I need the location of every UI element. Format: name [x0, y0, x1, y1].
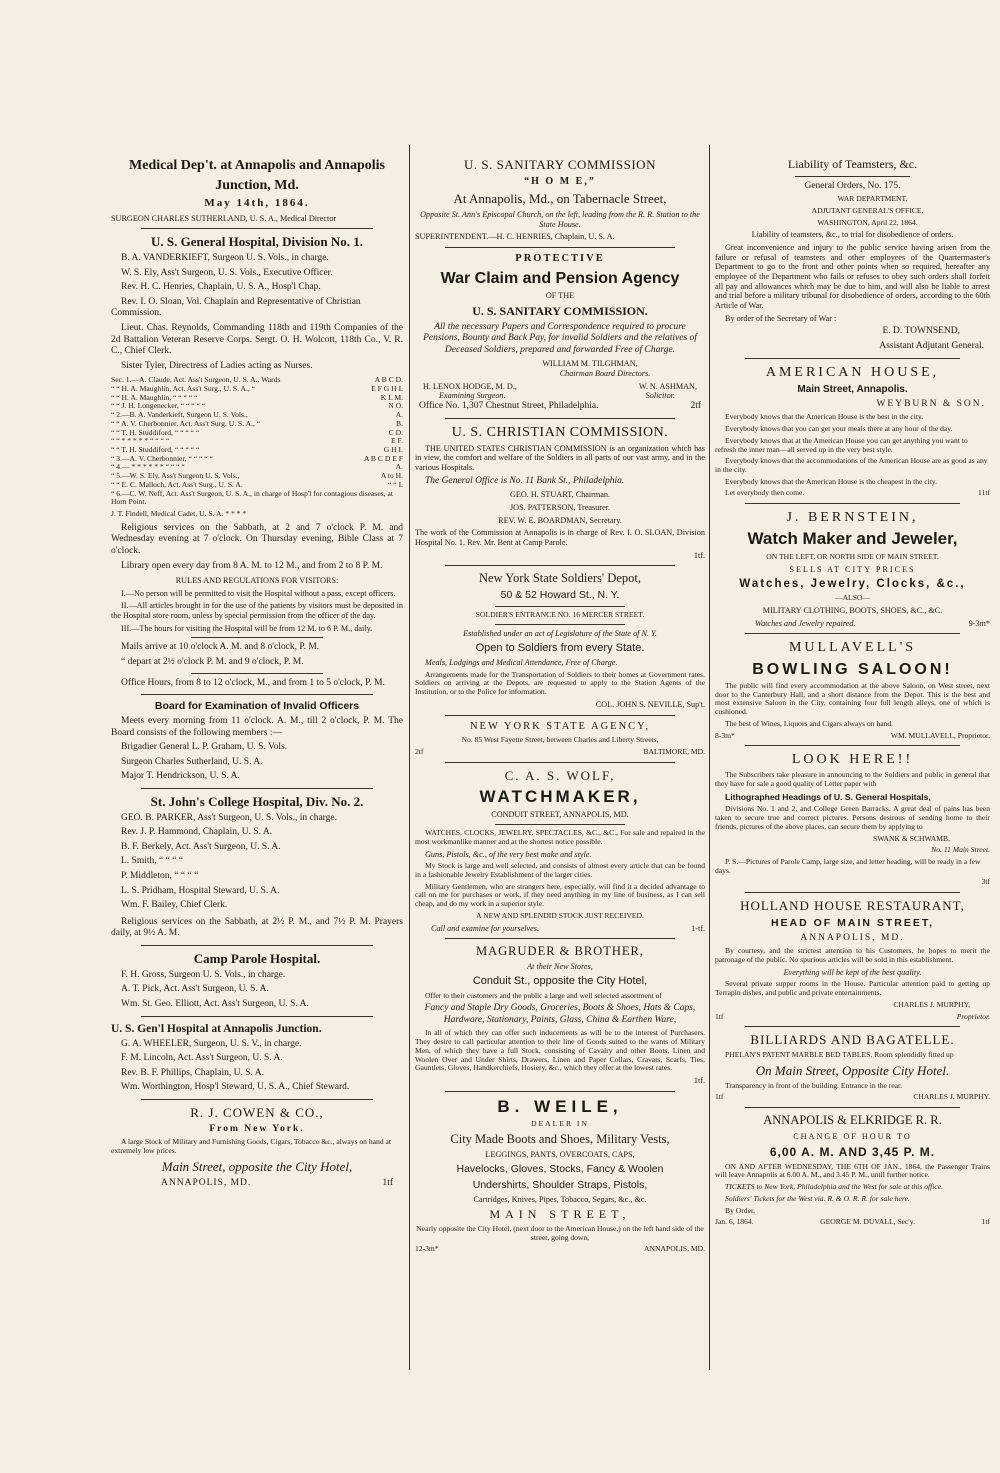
ward-row: “ “ H. A. Maughlin, Act. Ass't Surg., U. S. A., “ E F G H I.	[111, 384, 403, 394]
wolf-text: Military Gentlemen, who are strangers here, especially, will find it a decided advantage to call on me for purchases or work, if they need anything in my line of business, as I can sell cheap, and do my work in a superior style.	[415, 881, 705, 909]
ny-agency-city: BALTIMORE, MD.	[643, 747, 705, 757]
teamsters-role: Assistant Adjutant General.	[879, 340, 984, 351]
teamsters-wash: WASHINGTON, April 22, 1864.	[817, 217, 918, 227]
mullavell-sub: BOWLING SALOON!	[752, 660, 953, 678]
bernstein-military: MILITARY CLOTHING, BOOTS, SHOES, &C., &C.	[762, 606, 943, 616]
sanitary-title: U. S. SANITARY COMMISSION	[464, 157, 656, 172]
services-text: Religious services on the Sabbath, at 2 and 7 o'clock P. M. and Wednesday evening at 7 o'clock. On Thursday evening, Bible Class at 7 o'clock.	[111, 522, 403, 556]
ny-depot-sign: COL. JOHN S. NEVILLE, Sup't.	[595, 699, 705, 709]
weile-street: MAIN STREET,	[489, 1207, 631, 1222]
ward-row: “ “ H. A. Maughlin, “ “ “ “ “ K L M.	[111, 392, 403, 402]
tilghman-role: Chairman Board Directors.	[559, 368, 651, 378]
staff-line: F. M. Lincoln, Act. Ass't Surgeon, U. S. A.	[121, 1053, 283, 1064]
camp-parole-notice	[111, 951, 403, 1011]
staff-line: GEO. B. PARKER, Ass't Surgeon, U. S. Vols., in charge.	[121, 812, 338, 823]
rule-item: I.—No person will be permitted to visit the Hospital without a pass, except officers.	[121, 588, 396, 598]
cadet-line: J. T. Findell, Medical Cadet, U. S. A. * * * *	[111, 509, 247, 519]
christian-title: U. S. CHRISTIAN COMMISSION.	[451, 424, 669, 440]
magruder-text: In all of which they can offer such inducements as will be to the interest of Purchasers. They desire to call particular attention to their line of Goods suited to the wants of Military Men, of which they have a full Stock, consisting of Cavalry and other Boots, Linen and Woolen Over and Under Shirts, Drawers, Linen and Paper Collars, Cravats, Scarfs, Ties, Gauntlets, Gloves, Handkerchiefs, Hosiery, &c., which they offer at the lowest rates.	[415, 1028, 705, 1073]
newspaper-page	[103, 145, 992, 1370]
column-rule	[709, 145, 710, 1370]
weile-name: B. WEILE,	[497, 1096, 623, 1116]
staff-line: L. Smith, “ “ “ “	[121, 856, 183, 867]
look-here-sign: SWANK & SCHWAMB,	[872, 833, 950, 843]
library-text: Library open every day from 8 A. M. to 12 M., and from 2 to 8 P. M.	[121, 560, 383, 571]
ward-row: “ 2.—B. A. Vanderkieft, Surgeon U. S. Vols., A.	[111, 410, 403, 420]
railroad-date: Jan. 6, 1864.	[715, 1217, 754, 1227]
weile-line: City Made Boots and Shoes, Military Vests,	[450, 1132, 670, 1147]
staff-line: Wm. F. Bailey, Chief Clerk.	[121, 900, 228, 911]
teamsters-orders: General Orders, No. 175.	[804, 180, 901, 191]
board-member: Brigadier General L. P. Graham, U. S. Vols.	[121, 742, 288, 753]
railroad-notice	[715, 1113, 990, 1227]
ward-row: “ “ * * * * * “ “ “ “ E F.	[111, 436, 403, 446]
junction-notice	[111, 1022, 403, 1094]
railroad-sign: GEORGE M. DUVALL, Sec'y.	[820, 1217, 915, 1227]
commission-name: U. S. SANITARY COMMISSION.	[472, 303, 648, 318]
weile-ad	[415, 1097, 705, 1254]
railroad-text: ON AND AFTER WEDNESDAY, THE 6TH OF JAN., 1864, the Passenger Trains will leave Annapolis at 6.00 A. M., and 3.45 P. M., until further notice.	[715, 1161, 990, 1180]
wolf-name: C. A. S. WOLF,	[504, 767, 616, 783]
hodge: H. LENOX HODGE, M. D.,	[423, 381, 517, 391]
board-text: Meets every morning from 11 o'clock. A. M., till 2 o'clock, P. M. The Board consists of the following members :—	[111, 716, 403, 738]
medical-date: May 14th, 1864.	[204, 197, 310, 210]
teamsters-sign: E. D. TOWNSEND,	[882, 326, 960, 337]
ny-depot-address: 50 & 52 Howard St., N. Y.	[500, 589, 620, 602]
look-here-ad	[715, 751, 990, 887]
holland-title: HOLLAND HOUSE RESTAURANT,	[740, 898, 965, 914]
tilghman: WILLIAM M. TILGHMAN,	[542, 359, 638, 369]
sanitary-note: Opposite St. Ann's Episcopal Church, on the left, leading from the R. R. Station to the State House.	[420, 209, 700, 229]
ny-agency-ad	[415, 721, 705, 757]
staff-line: G. A. WHEELER, Surgeon, U. S. V., in charge.	[121, 1038, 302, 1049]
staff-line: A. T. Pick, Act. Ass't Surgeon, U. S. A.	[121, 984, 269, 995]
staff-line: Rev. J. P. Hammond, Chaplain, U. S. A.	[121, 827, 273, 838]
bernstein-sells: SELLS AT CITY PRICES	[789, 564, 916, 574]
ad-code: 12-3m*	[415, 1244, 439, 1254]
cowen-ad	[111, 1105, 403, 1189]
wolf-address: CONDUIT STREET, ANNAPOLIS, MD.	[491, 810, 629, 820]
staff-line: L. S. Pridham, Hospital Steward, U. S. A.	[121, 885, 280, 896]
ny-depot-entrance: SOLDIER'S ENTRANCE NO. 16 MERCER STREET.	[475, 610, 645, 620]
staff-line: Wm. Worthington, Hosp'l Steward, U. S. A., Chief Steward.	[121, 1082, 350, 1093]
look-here-heading: Lithographed Headings of U. S. General Hospitals,	[725, 791, 931, 802]
st-johns-notice	[111, 794, 403, 940]
ashman-role: Solicitor.	[645, 391, 675, 401]
rules-title: RULES AND REGULATIONS FOR VISITORS:	[175, 576, 339, 586]
american-text: Everybody knows that the American House is the best in the city.	[725, 412, 924, 422]
ny-agency-title: NEW YORK STATE AGENCY,	[469, 720, 651, 732]
weile-line: Havelocks, Gloves, Stocks, Fancy & Woolen	[456, 1163, 664, 1176]
magruder-offer: Offer to their customers and the public a large and well selected assortment of	[425, 990, 662, 1000]
war-claim-ad	[415, 253, 705, 413]
division-1-title: U. S. General Hospital, Division No. 1.	[151, 234, 363, 250]
sanitary-home: “H O M E,”	[524, 175, 596, 187]
staff-line: P. Middleton, “ “ “ “	[121, 871, 199, 882]
ad-code: 1-tf.	[691, 923, 705, 933]
ward-row: “ 4.— * * * * * * “ “ “ “ A.	[111, 462, 403, 472]
railroad-tickets: TICKETS to New York, Philadelphia and the West for sale at this office.	[725, 1182, 943, 1192]
staff-line: W. S. Ely, Ass't Surgeon, U. S. Vols., Executive Officer.	[121, 267, 333, 278]
look-here-ps: P. S.—Pictures of Parole Camp, large size, and letter heading, will be ready in a few days.	[715, 856, 981, 875]
staff-line: Rev. B. F. Phillips, Chaplain, U. S. A.	[121, 1067, 264, 1078]
ad-code: 11tf	[978, 488, 990, 498]
ad-code: 2tf	[415, 747, 424, 757]
cowen-city: ANNAPOLIS, MD.	[161, 1177, 252, 1188]
medical-title: Medical Dep't. at Annapolis and Annapolis	[129, 158, 385, 173]
railroad-order: By Order,	[725, 1205, 756, 1215]
ny-agency-text: No. 85 West Fayette Street, between Charles and Liberty Streets,	[461, 735, 659, 745]
mullavell-prop: WM. MULLAVELL, Proprietor.	[890, 730, 990, 740]
cowen-text: A large Stock of Military and Furnishing Goods, Cigars, Tobacco &c., always on hand at extremely low prices.	[111, 1137, 391, 1156]
board-title: Board for Examination of Invalid Officers	[154, 700, 360, 713]
protective-label: PROTECTIVE	[515, 252, 605, 264]
ny-depot-open: Open to Soldiers from every State.	[475, 641, 645, 654]
staff-line: Wm. St. Geo. Elliott, Act. Ass't Surgeon, U. S. A.	[121, 998, 309, 1009]
hodge-role: Examining Surgeon.	[439, 391, 506, 401]
column-3	[715, 145, 990, 1227]
column-1	[111, 145, 403, 1189]
holland-text: By courtesy, and the strictest attention to his Customers, he hopes to merit the patronage of the public. No spurious articles will be sold in this establishment.	[715, 946, 990, 965]
ny-depot-title: New York State Soldiers' Depot,	[479, 571, 641, 586]
look-here-address: No. 11 Main Street.	[931, 845, 990, 855]
holland-sub: HEAD OF MAIN STREET,	[770, 916, 935, 929]
sanitary-address: At Annapolis, Md., on Tabernacle Street,	[453, 191, 667, 207]
staff-line: B. F. Berkely, Act. Ass't Surgeon, U. S. A.	[121, 841, 281, 852]
ward-row: “ “ E. C. Malloch, Act. Ass't Surg., U. S. A. “ “ I.	[111, 479, 403, 489]
christian-work: The work of the Commission at Annapolis is in charge of Rev. I. O. SLOAN, Division Hospital No. 1. Rev. Mr. Bent at Camp Parole.	[415, 528, 705, 547]
teamsters-notice	[715, 157, 990, 353]
teamsters-adj: ADJUTANT GENERAL'S OFFICE,	[811, 205, 924, 215]
billiards-title: BILLIARDS AND BAGATELLE.	[750, 1032, 955, 1048]
staff-line: Lieut. Chas. Reynolds, Commanding 118th and 119th Companies of the 2d Battalion Veteran Reserve Corps. Sergt. O. H. Wolcott, 118th Co., V. R. C., Chief Clerk.	[111, 322, 403, 357]
division-1-notice	[111, 234, 403, 689]
christian-officer: JOS. PATTERSON, Treasurer.	[509, 502, 610, 512]
weile-text: Nearly opposite the City Hotel, (next door to the American House,) on the left hand side of the street, going down,	[416, 1223, 704, 1242]
magruder-stores: At their New Stores,	[527, 962, 593, 972]
look-here-text: The Subscribers take pleasure in announcing to the Soldiers and public in general that they have for sale a good quality of Letter paper with	[715, 770, 990, 789]
american-text: Let everybody then come.	[725, 488, 805, 498]
bernstein-goods: Watches, Jewelry, Clocks, &c.,	[739, 578, 966, 591]
wolf-guns: Guns, Pistols, &c., of the very best make and style.	[425, 849, 592, 859]
magruder-goods: Fancy and Staple Dry Goods, Groceries, Boots & Shoes, Hats & Caps, Hardware, Stationary, Paints, Glass, China & Earthen Ware,	[424, 1003, 696, 1025]
cowen-address: Main Street, opposite the City Hotel,	[161, 1158, 353, 1174]
weile-line: Cartridges, Knives, Pipes, Tobacco, Segars, &c., &c.	[473, 1194, 647, 1204]
ad-code: 1tf.	[693, 1075, 705, 1085]
staff-line: Rev. H. C. Henries, Chaplain, U. S. A., Hosp'l Chap.	[121, 282, 321, 293]
weile-dealer: DEALER IN	[531, 1119, 589, 1129]
of-the-label: OF THE	[545, 291, 575, 301]
medical-surgeon: SURGEON CHARLES SUTHERLAND, U. S. A., Medical Director	[111, 213, 337, 223]
ad-code: 9-3m*	[968, 618, 990, 628]
holland-role: Proprietor.	[956, 1011, 990, 1021]
look-here-text: Divisions No. 1 and 2, and College Green Barracks. A great deal of pains has been taken to secure true and correct pictures. Persons desirous of sending home to their friends, pictures of the above places, can secure them by applying to	[715, 804, 990, 831]
staff-line: Sister Tyler, Directress of Ladies acting as Nurses.	[121, 360, 313, 371]
board-member: Surgeon Charles Sutherland, U. S. A.	[121, 756, 263, 767]
american-title: AMERICAN HOUSE,	[765, 364, 940, 380]
american-street: Main Street, Annapolis.	[797, 383, 908, 395]
board-notice	[111, 700, 403, 783]
christian-text: THE UNITED STATES CHRISTIAN COMMISSION is an organization which has in view, the comfort and welfare of the Soldiers in all parts of our vast army, and in the various Hospitals.	[415, 443, 705, 472]
teamsters-war: WAR DEPARTMENT,	[837, 194, 908, 204]
ward-row: “ “ J. H. Longenecker, “ “ “ “ “ N O.	[111, 401, 403, 411]
st-johns-title: St. John's College Hospital, Div. No. 2.	[150, 793, 364, 809]
staff-line: Rev. I. O. Sloan, Vol. Chaplain and Representative of Christian Commission.	[111, 296, 361, 319]
weile-line: Undershirts, Shoulder Straps, Pistols,	[472, 1178, 648, 1191]
magruder-title: MAGRUDER & BROTHER,	[476, 944, 644, 959]
ward-row: “ 6.—C. W. Neff, Act. Ass't Surgeon, U. S. A., in charge of Hosp'l for contagious diseases, at Horn Point.	[111, 488, 393, 507]
wolf-text: WATCHES, CLOCKS, JEWELRY, SPECTACLES, &C., &C., For sale and repaired in the most workmanlike manner and at the shortest notice possible.	[415, 828, 705, 846]
railroad-soldiers: Soldiers' Tickets for the West via. R. & O. R. R. for sale here.	[725, 1193, 910, 1203]
ad-code: 1tf	[715, 1011, 724, 1021]
ashman: W. N. ASHMAN,	[638, 381, 697, 391]
ad-code: 2tf	[690, 400, 701, 411]
bernstein-name: J. BERNSTEIN,	[786, 510, 919, 526]
column-rule	[409, 145, 410, 1370]
services-text: Religious services on the Sabbath, at 2½ P. M., and 7½ P. M. Prayers daily, at 9½ A. M.	[111, 916, 403, 939]
look-here-title: LOOK HERE!!	[791, 752, 914, 768]
christian-officer: REV. W. E. BOARDMAN, Secretary.	[498, 515, 622, 525]
american-text: Everybody knows that you can get your meals there at any hour of the day.	[725, 424, 953, 434]
bernstein-repaired: Watches and Jewelry repaired.	[755, 618, 856, 628]
christian-office: The General Office is No. 11 Bank St., Philadelphia.	[425, 475, 625, 486]
wolf-watchmaker-ad	[415, 768, 705, 933]
holland-text: Several private supper rooms in the House. Particular attention paid to getting up Terrapin dishes, and public and private entertainments.	[715, 979, 990, 998]
medical-department-notice	[111, 157, 403, 223]
weile-city: ANNAPOLIS, MD.	[644, 1244, 705, 1254]
war-claim-text: All the necessary Papers and Correspondence required to procure Pensions, Bounty and Back Pay, for invalid Soldiers and the relatives of Deceased Soldiers, prepared and forwarded Free of Charge.	[423, 321, 697, 355]
bernstein-title: Watch Maker and Jeweler,	[747, 529, 958, 549]
christian-officer: GEO. H. STUART, Chairman.	[509, 490, 611, 500]
holland-best: Everything will be kept of the best quality.	[783, 967, 922, 977]
wards-table	[111, 376, 403, 519]
railroad-change: CHANGE OF HOUR TO	[793, 1132, 912, 1142]
rule-item: II.—All articles brought in for the use of the patients by visitors must be deposited in the Hospital store room, unless by special permission from the officer of the day.	[111, 601, 403, 621]
teamsters-liability: Liability of teamsters, &c., to trial for disobedience of orders.	[751, 230, 954, 240]
ad-code: 1tf	[715, 1092, 724, 1102]
christian-commission-notice	[415, 424, 705, 561]
ward-row: “ 5.—W. S. Ely, Ass't Surgeon U. S. Vols., A to H.	[111, 471, 403, 481]
cowen-from: From New York.	[209, 1123, 305, 1134]
ad-code: 8-3m*	[715, 730, 735, 740]
american-text: Everybody knows that at the American House you can get anything you want to refresh the inner man—all served up in the very best style.	[715, 435, 968, 454]
bernstein-address: ON THE LEFT, OR NORTH SIDE OF MAIN STREET.	[766, 551, 939, 561]
american-house-ad	[715, 364, 990, 499]
mails-depart: “ depart at 2½ o'clock P. M. and 9 o'clock, P. M.	[121, 657, 304, 668]
billiards-address: On Main Street, Opposite City Hotel.	[755, 1062, 950, 1078]
ny-soldiers-depot-ad	[415, 571, 705, 709]
board-member: Major T. Hendrickson, U. S. A.	[121, 771, 240, 782]
ny-depot-text: Arrangements made for the Transportation of Soldiers to their homes at Government rates. Soldiers on arriving at the Depots, are requested to apply to the Station Agents of the Institution, or to the Police for information.	[415, 669, 705, 697]
ny-depot-act: Established under an act of Legislature of the State of N. Y.	[463, 629, 657, 638]
ny-depot-meals: Meals, Lodgings and Medical Attendance, Free of Charge.	[425, 658, 618, 668]
weile-line: LEGGINGS, PANTS, OVERCOATS, CAPS,	[485, 1150, 635, 1160]
mullavell-text: The public will find every accommodation at the above Saloon, on West street, next door to the Canterbury Hall, and a short distance from the Depot. This is the best and most extensive Saloon in the City, containing four full length alleys, one of which is cushioned.	[715, 681, 990, 717]
war-claim-office: Office No. 1,307 Chestnut Street, Philadelphia.	[419, 400, 599, 411]
wolf-new-stock: A NEW AND SPLENDID STOCK JUST RECEIVED.	[476, 910, 644, 920]
wolf-trade: WATCHMAKER,	[479, 786, 641, 806]
teamsters-text: Great inconvenience and injury to the public service having arisen from the failure or refusal of teamsters and other employees of the Quartermaster's Department to go to the front and other points when so required, hereafter any employee of the Department who fails or refuses to obey such orders shall forfeit all pay and allowances which may be due to him, and will also be liable to arrest and trial before a military tribunal for disobedience of orders, according to the 60th Article of War.	[715, 243, 990, 311]
billiards-transparency: Transparency in front of the building. Entrance in the rear.	[725, 1080, 903, 1090]
magruder-ad	[415, 944, 705, 1085]
junction-title: U. S. Gen'l Hospital at Annapolis Junction.	[111, 1022, 322, 1035]
magruder-address: Conduit St., opposite the City Hotel,	[472, 975, 648, 988]
billiards-text: PHELAN'S PATENT MARBLE BED TABLES. Room splendidly fitted up	[725, 1050, 954, 1060]
holland-house-ad	[715, 898, 990, 1021]
sanitary-home-notice	[415, 157, 705, 242]
ad-code: 1tf.	[693, 550, 705, 560]
rule-item: III.—The hours for visiting the Hospital will be from 12 M. to 6 P. M., daily.	[121, 623, 373, 633]
american-owners: WEYBURN & SON.	[876, 398, 986, 409]
cowen-title: R. J. COWEN & CO.,	[190, 1104, 324, 1120]
sanitary-superintendent: SUPERINTENDENT.—H. C. HENRIES, Chaplain, U. S. A.	[415, 232, 615, 242]
ward-row: Sec. 1.—A. Claude, Act. Ass't Surgeon, U. S. A., Wards A B C D.	[111, 375, 403, 385]
mullavell-title: MULLAVELL'S	[788, 640, 917, 656]
camp-parole-title: Camp Parole Hospital.	[193, 950, 321, 966]
holland-name: CHARLES J. MURPHY,	[893, 999, 970, 1009]
bernstein-ad	[715, 509, 990, 628]
office-hours: Office Hours, from 8 to 12 o'clock, M., and from 1 to 5 o'clock, P. M.	[121, 677, 385, 688]
mullavell-ad	[715, 639, 990, 740]
wolf-call: Call and examine for yourselves.	[431, 923, 540, 933]
ad-code: 1tf	[382, 1177, 393, 1188]
mullavell-best: The best of Wines, Liquors and Cigars always on hand.	[725, 718, 894, 728]
ward-row: “ “ A. V. Cherbonnier, Act. Ass't Surg. U. S. A., “ B.	[111, 418, 403, 428]
ward-row: “ “ T. H. Studdiford, “ “ “ “ “ G H I.	[111, 445, 403, 455]
column-2	[415, 145, 705, 1254]
staff-line: F. H. Gross, Surgeon U. S. Vols., in charge.	[121, 969, 286, 980]
billiards-ad	[715, 1032, 990, 1102]
medical-subtitle: Junction, Md.	[215, 178, 299, 194]
teamsters-title: Liability of Teamsters, &c.	[787, 157, 918, 171]
ward-row: “ 3.—A. V. Cherbonnier, “ “ “ “ “ A B C D E F	[111, 453, 403, 463]
mails-arrive: Mails arrive at 10 o'clock A. M. and 8 o'clock, P. M.	[121, 642, 320, 653]
bernstein-also: —ALSO—	[834, 593, 871, 603]
holland-city: ANNAPOLIS, MD.	[800, 932, 905, 943]
teamsters-order: By order of the Secretary of War :	[725, 313, 837, 323]
war-claim-title: War Claim and Pension Agency	[440, 269, 680, 287]
ward-row: “ “ T. H. Studdiford, “ “ “ “ “ C D.	[111, 427, 403, 437]
railroad-title: ANNAPOLIS & ELKRIDGE R. R.	[763, 1113, 942, 1128]
railroad-hours: 6,00 A. M. AND 3,45 P. M.	[769, 1145, 936, 1160]
american-text: Everybody knows that the accommodations of the American House are as good as any in the city.	[715, 456, 988, 474]
billiards-name: CHARLES J. MURPHY.	[913, 1092, 990, 1102]
ad-code: 3tf	[981, 877, 990, 887]
staff-line: B. A. VANDERKIEFT, Surgeon U. S. Vols., in charge.	[121, 253, 329, 264]
wolf-text: My Stock is large and well selected, and consists of almost every article that can be found in a fashionable Jewelry Establishment of the larger cities.	[415, 861, 705, 879]
ad-code: 1tf	[981, 1217, 990, 1227]
american-text: Everybody knows that the American House is the cheapest in the city.	[725, 476, 938, 486]
